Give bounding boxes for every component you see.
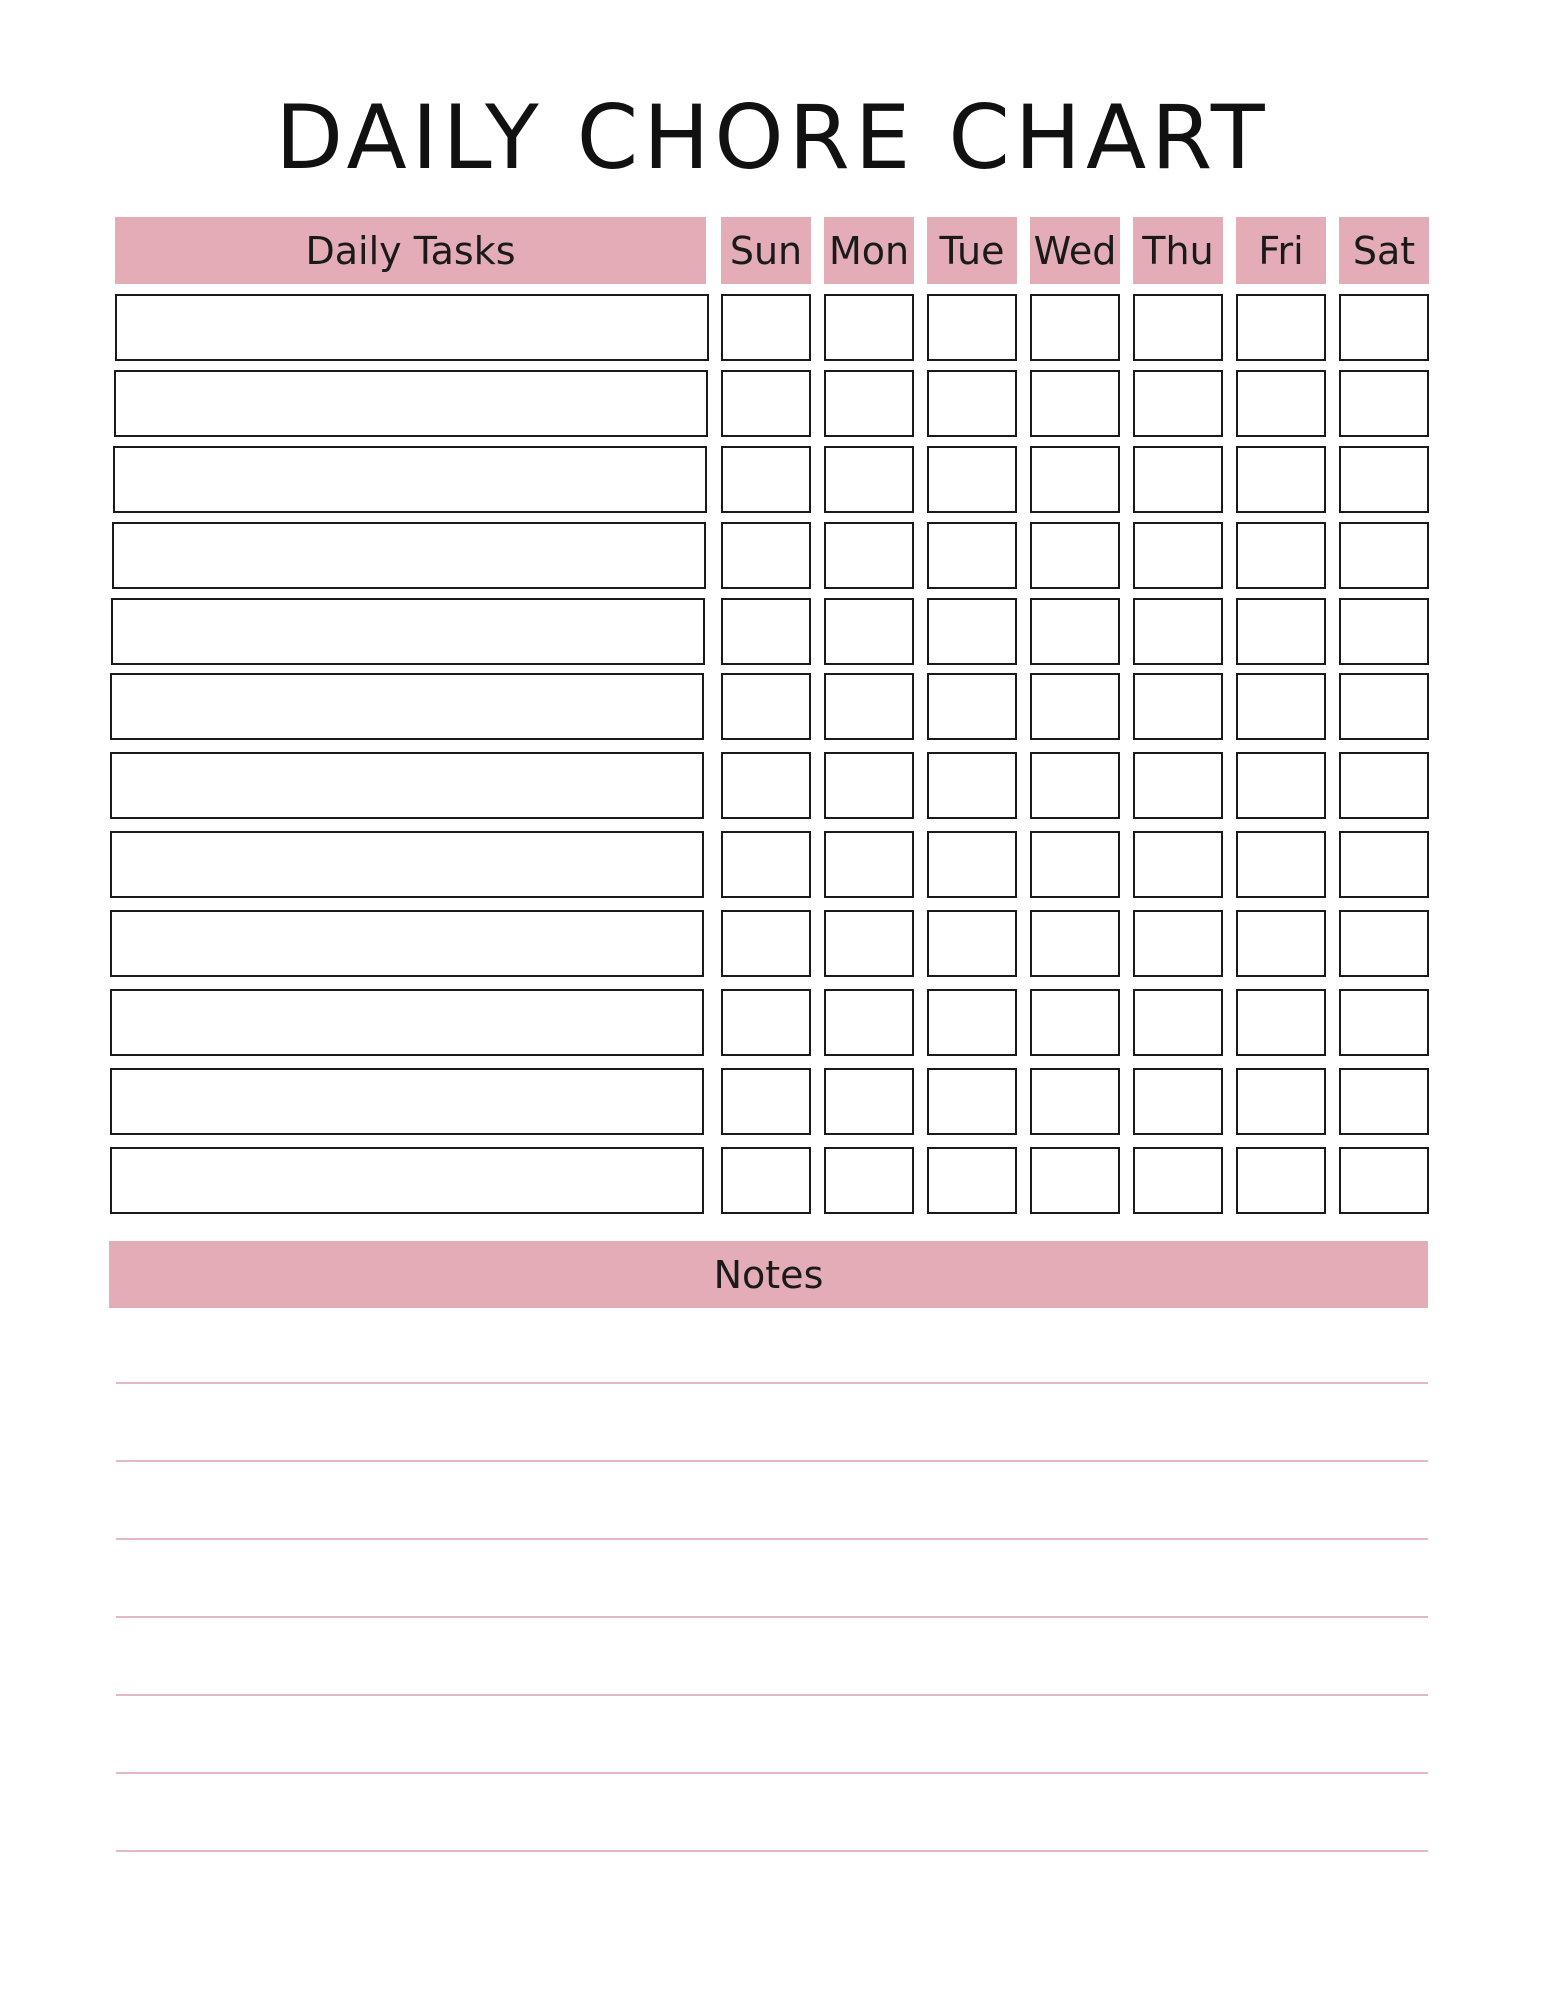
day-header-wed: Wed <box>1030 217 1120 284</box>
notes-line-6[interactable] <box>116 1772 1428 1774</box>
checkbox-fri-row-5[interactable] <box>1236 598 1326 665</box>
checkbox-wed-row-9[interactable] <box>1030 910 1120 977</box>
checkbox-fri-row-1[interactable] <box>1236 294 1326 361</box>
checkbox-thu-row-4[interactable] <box>1133 522 1223 589</box>
checkbox-mon-row-7[interactable] <box>824 752 914 819</box>
checkbox-wed-row-7[interactable] <box>1030 752 1120 819</box>
checkbox-sat-row-9[interactable] <box>1339 910 1429 977</box>
checkbox-sat-row-5[interactable] <box>1339 598 1429 665</box>
day-header-sat: Sat <box>1339 217 1429 284</box>
checkbox-sun-row-3[interactable] <box>721 446 811 513</box>
checkbox-thu-row-8[interactable] <box>1133 831 1223 898</box>
checkbox-sat-row-3[interactable] <box>1339 446 1429 513</box>
notes-line-3[interactable] <box>116 1538 1428 1540</box>
checkbox-sun-row-6[interactable] <box>721 673 811 740</box>
task-input-row-10[interactable] <box>110 989 704 1056</box>
checkbox-tue-row-1[interactable] <box>927 294 1017 361</box>
checkbox-fri-row-6[interactable] <box>1236 673 1326 740</box>
checkbox-wed-row-10[interactable] <box>1030 989 1120 1056</box>
checkbox-sat-row-2[interactable] <box>1339 370 1429 437</box>
checkbox-tue-row-9[interactable] <box>927 910 1017 977</box>
checkbox-sun-row-5[interactable] <box>721 598 811 665</box>
notes-header: Notes <box>109 1241 1428 1308</box>
task-input-row-4[interactable] <box>112 522 706 589</box>
checkbox-sun-row-1[interactable] <box>721 294 811 361</box>
task-input-row-1[interactable] <box>115 294 709 361</box>
notes-line-4[interactable] <box>116 1616 1428 1618</box>
day-header-mon: Mon <box>824 217 914 284</box>
checkbox-mon-row-11[interactable] <box>824 1068 914 1135</box>
task-input-row-12[interactable] <box>110 1147 704 1214</box>
checkbox-mon-row-4[interactable] <box>824 522 914 589</box>
checkbox-sun-row-10[interactable] <box>721 989 811 1056</box>
checkbox-tue-row-8[interactable] <box>927 831 1017 898</box>
checkbox-thu-row-7[interactable] <box>1133 752 1223 819</box>
checkbox-thu-row-5[interactable] <box>1133 598 1223 665</box>
checkbox-sat-row-10[interactable] <box>1339 989 1429 1056</box>
checkbox-fri-row-7[interactable] <box>1236 752 1326 819</box>
checkbox-sun-row-11[interactable] <box>721 1068 811 1135</box>
task-input-row-7[interactable] <box>110 752 704 819</box>
task-input-row-11[interactable] <box>110 1068 704 1135</box>
checkbox-mon-row-9[interactable] <box>824 910 914 977</box>
checkbox-sun-row-8[interactable] <box>721 831 811 898</box>
daily-tasks-header: Daily Tasks <box>115 217 706 284</box>
checkbox-wed-row-11[interactable] <box>1030 1068 1120 1135</box>
checkbox-thu-row-3[interactable] <box>1133 446 1223 513</box>
checkbox-mon-row-3[interactable] <box>824 446 914 513</box>
checkbox-fri-row-11[interactable] <box>1236 1068 1326 1135</box>
day-header-thu: Thu <box>1133 217 1223 284</box>
checkbox-thu-row-12[interactable] <box>1133 1147 1223 1214</box>
checkbox-thu-row-10[interactable] <box>1133 989 1223 1056</box>
checkbox-wed-row-1[interactable] <box>1030 294 1120 361</box>
day-header-tue: Tue <box>927 217 1017 284</box>
notes-line-1[interactable] <box>116 1382 1428 1384</box>
checkbox-thu-row-6[interactable] <box>1133 673 1223 740</box>
notes-line-2[interactable] <box>116 1460 1428 1462</box>
checkbox-mon-row-8[interactable] <box>824 831 914 898</box>
checkbox-wed-row-6[interactable] <box>1030 673 1120 740</box>
checkbox-thu-row-2[interactable] <box>1133 370 1223 437</box>
checkbox-tue-row-11[interactable] <box>927 1068 1017 1135</box>
checkbox-sun-row-12[interactable] <box>721 1147 811 1214</box>
task-input-row-8[interactable] <box>110 831 704 898</box>
checkbox-thu-row-11[interactable] <box>1133 1068 1223 1135</box>
checkbox-fri-row-10[interactable] <box>1236 989 1326 1056</box>
checkbox-fri-row-4[interactable] <box>1236 522 1326 589</box>
checkbox-tue-row-10[interactable] <box>927 989 1017 1056</box>
checkbox-sun-row-4[interactable] <box>721 522 811 589</box>
checkbox-wed-row-2[interactable] <box>1030 370 1120 437</box>
checkbox-fri-row-2[interactable] <box>1236 370 1326 437</box>
checkbox-thu-row-9[interactable] <box>1133 910 1223 977</box>
checkbox-mon-row-6[interactable] <box>824 673 914 740</box>
day-header-sun: Sun <box>721 217 811 284</box>
checkbox-mon-row-10[interactable] <box>824 989 914 1056</box>
checkbox-sun-row-7[interactable] <box>721 752 811 819</box>
task-input-row-5[interactable] <box>111 598 705 665</box>
checkbox-tue-row-2[interactable] <box>927 370 1017 437</box>
checkbox-sat-row-6[interactable] <box>1339 673 1429 740</box>
checkbox-sun-row-9[interactable] <box>721 910 811 977</box>
checkbox-tue-row-3[interactable] <box>927 446 1017 513</box>
checkbox-sat-row-7[interactable] <box>1339 752 1429 819</box>
task-input-row-2[interactable] <box>114 370 708 437</box>
checkbox-sat-row-11[interactable] <box>1339 1068 1429 1135</box>
checkbox-mon-row-2[interactable] <box>824 370 914 437</box>
checkbox-thu-row-1[interactable] <box>1133 294 1223 361</box>
task-input-row-3[interactable] <box>113 446 707 513</box>
notes-line-5[interactable] <box>116 1694 1428 1696</box>
checkbox-sat-row-12[interactable] <box>1339 1147 1429 1214</box>
task-input-row-6[interactable] <box>110 673 704 740</box>
checkbox-fri-row-9[interactable] <box>1236 910 1326 977</box>
day-header-fri: Fri <box>1236 217 1326 284</box>
checkbox-tue-row-4[interactable] <box>927 522 1017 589</box>
checkbox-sat-row-8[interactable] <box>1339 831 1429 898</box>
checkbox-wed-row-12[interactable] <box>1030 1147 1120 1214</box>
task-input-row-9[interactable] <box>110 910 704 977</box>
checkbox-wed-row-8[interactable] <box>1030 831 1120 898</box>
page-title: DAILY CHORE CHART <box>275 86 1270 189</box>
checkbox-sun-row-2[interactable] <box>721 370 811 437</box>
checkbox-fri-row-3[interactable] <box>1236 446 1326 513</box>
checkbox-wed-row-3[interactable] <box>1030 446 1120 513</box>
checkbox-tue-row-6[interactable] <box>927 673 1017 740</box>
checkbox-wed-row-5[interactable] <box>1030 598 1120 665</box>
checkbox-tue-row-12[interactable] <box>927 1147 1017 1214</box>
checkbox-tue-row-7[interactable] <box>927 752 1017 819</box>
checkbox-mon-row-5[interactable] <box>824 598 914 665</box>
checkbox-mon-row-1[interactable] <box>824 294 914 361</box>
checkbox-tue-row-5[interactable] <box>927 598 1017 665</box>
checkbox-fri-row-12[interactable] <box>1236 1147 1326 1214</box>
checkbox-sat-row-1[interactable] <box>1339 294 1429 361</box>
checkbox-wed-row-4[interactable] <box>1030 522 1120 589</box>
checkbox-fri-row-8[interactable] <box>1236 831 1326 898</box>
checkbox-sat-row-4[interactable] <box>1339 522 1429 589</box>
notes-line-7[interactable] <box>116 1850 1428 1852</box>
checkbox-mon-row-12[interactable] <box>824 1147 914 1214</box>
